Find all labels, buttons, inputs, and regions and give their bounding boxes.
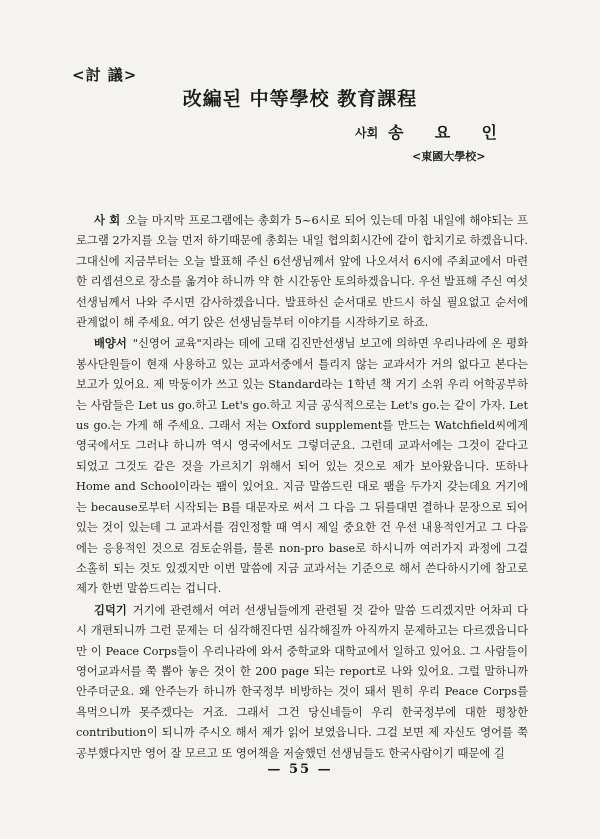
paragraph-text: "신영어 교육"지라는 데에 고태 김진만선생님 보고에 의하면 우리나라에 온 평화봉사단원들이 현재 사용하고 있는 교과서중에서 틀리지 않는 교과서가 거의 없다고 본다는 보고가 있어요. 제 막둥이가 쓰고 있는 Standard라는 1학년 책 거기 소위 우리 어학공부하는 사람들은 Let us go.하고 Let's go.하고 지금 공식적으로는 Let's go.는 같이 가자. Let us go.는 가게 해 주세요. 그래서 저는 Oxford supplement를 만드는 Watchfield씨에게 영국에서도 그러냐 하니까 역시 영국에서도 그렇더군요. 그런데 교과서에는 그것이 같다고 되었고 그것도 같은 것을 가르치기 위해서 되어 있는 것으로 제가 보아왔읍니다. 또하나 Home and School이라는 팸이 있어요. 지금 말씀드린 대로 팸을 두가지 갖는데요 거기에는 because로부터 시작되는 B를 대문자로 써서 그 다음 그 뒤를대면 결하나 문장으로 되어 있는 것이 있는데 그 교과서를 검인정할 때 역시 제일 중요한 건 우선 내용적인거고 그 다음에는 응용적인 것으로 검토순위를, 물론 non-pro base로 하시니까 여러가지 과정에 그걸 소홀히 되는 것도 있겠지만 이번 말씀에 지금 교과서는 기준으로 해서 쓴다하시기에 참고로 제가 한번 말씀드리는 겁니다. [76,337,528,596]
paragraph [76,210,528,333]
paragraph-text: 거기에 관련해서 여러 선생님들에게 관련될 것 같아 말씀 드리겠지만 어차피 다시 개편되니까 그런 문제는 더 심각해진다면 심각해질까 아직까지 문제하고는 다르겠읍니다만 이 Peace Corps들이 우리나라에 와서 중학교와 대학교에서 일하고 있어요. 그 사람들이 영어교과서를 쭉 뽑아 놓은 것이 한 200 page 되는 report로 나와 있어요. 그럴 말하니까 안주더군요. 왜 안주는가 하니까 한국정부 비방하는 것이 돼서 뭔히 우리 Peace Corps를 욕먹으니까 못주겠다는 거죠. 그래서 그건 당신네들이 우리 한국정부에 대한 평창한 contribution이 되니까 주시오 해서 제가 읽어 보였읍니다. 그걸 보면 제 자신도 영어를 쭉 공부했다지만 영어 잘 모르고 또 영어책을 저술했던 선생님들도 한국사람이기 때문에 길 [76,603,528,760]
paragraph-text: 오늘 마지막 프로그램에는 총회가 5~6시로 되어 있는데 마침 내일에 해야되는 프로그램 2가지를 오늘 먼저 하기때문에 총회는 내일 협의회시간에 같이 합치기로 하겠읍니다. 그대신에 지금부터는 오늘 발표해 주신 6선생님께서 앞에 나오셔서 6시에 주최교에서 마련한 리셉션으로 장소를 옮겨야 하니까 약 한 시간동안 토의하겠읍니다. 우선 발표해 주신 여섯 선생님께서 나와 주시면 감사하겠읍니다. 발표하신 순서대로 반드시 하실 필요없고 순서에 관계없이 해 주세요. 여기 앉은 선생님들부터 이야기를 시작하기로 하죠. [76,214,528,330]
author-name [388,120,498,143]
speaker-name: 배양서 [94,336,127,351]
body-text [76,210,528,764]
page-title: 改編된 中等學校 教育課程 [182,88,418,110]
author-affiliation: 사회 [355,126,379,140]
speaker-name: 김덕기 [94,602,127,617]
speaker-name: 사 회 [94,213,121,227]
paragraph [76,600,528,764]
paragraph [76,333,528,599]
author-school: <東國大學校> [412,150,486,163]
author-name-char: 송 [388,123,405,142]
author-name-char: 요 [434,123,452,142]
author-name-char: 인 [481,123,498,142]
page-number: — 55 — [267,762,333,777]
section-tag: <討 議> [72,66,138,84]
